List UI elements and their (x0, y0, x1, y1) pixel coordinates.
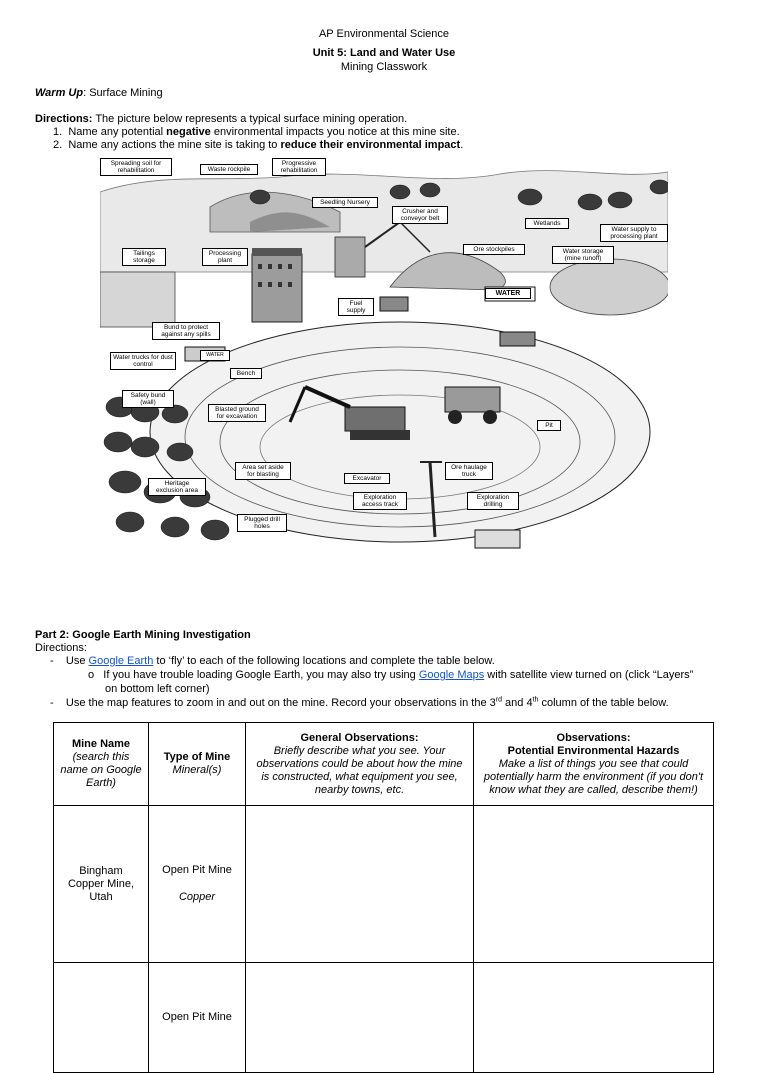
google-earth-link[interactable]: Google Earth (88, 655, 154, 667)
header-type-of-mine: Type of Mine Mineral(s) (149, 723, 246, 806)
label-spreading-soil: Spreading soil for rehabilitation (100, 158, 172, 176)
cell-mine-name: Bingham Copper Mine, Utah (54, 806, 149, 963)
warmup-line (35, 87, 163, 99)
label-heritage: Heritage exclusion area (148, 478, 206, 496)
label-waste-rockpile: Waste rockpile (200, 164, 258, 175)
course-title: AP Environmental Science (318, 28, 450, 40)
label-water-trucks: Water trucks for dust control (110, 352, 176, 370)
label-processing-plant: Processing plant (202, 248, 248, 266)
label-exploration-drilling: Exploration drilling (467, 492, 519, 510)
part2-subbullet-line2: on bottom left corner) (105, 683, 210, 695)
label-pit: Pit (537, 420, 561, 431)
label-progressive-rehab: Progressive rehabilitation (272, 158, 326, 176)
part2-bullet-2: - Use the map features to zoom in and out on the mine. Record your observations in the 3rd and 4th column of the table below. (50, 696, 669, 709)
header-environmental-hazards: Observations: Potential Environmental Hazards Make a list of things you see that could potentially harm the environment (if you don't know what they are called, describe them!) (474, 723, 714, 806)
label-blasted-ground: Blasted ground for excavation (208, 404, 266, 422)
unit-title: Unit 5: Land and Water Use (312, 47, 456, 59)
label-water-storage: Water storage (mine runoff) (552, 246, 614, 264)
label-crusher: Crusher and conveyor belt (392, 206, 448, 224)
label-water-tank: WATER (485, 288, 531, 299)
label-seedling-nursery: Seedling Nursery (312, 197, 378, 208)
label-ore-haulage-truck: Ore haulage truck (445, 462, 493, 480)
label-ore-stockpiles: Ore stockpiles (463, 244, 525, 255)
subtitle: Mining Classwork (340, 61, 428, 73)
cell-hazards[interactable] (474, 963, 714, 1073)
label-water-supply: Water supply to processing plant (600, 224, 668, 242)
header-mine-name: Mine Name (search this name on Google Earth) (54, 723, 149, 806)
part2-directions: Directions: (35, 642, 87, 654)
table-header-row (54, 723, 714, 806)
directions-label: Directions: (35, 113, 93, 125)
cell-general-observations[interactable] (246, 806, 474, 963)
directions-line (35, 113, 407, 125)
google-maps-link[interactable]: Google Maps (418, 669, 485, 681)
table-row (54, 806, 714, 963)
label-safety-bund: Safety bund (wall) (122, 390, 174, 408)
label-bench: Bench (230, 368, 262, 379)
cell-general-observations[interactable] (246, 963, 474, 1073)
part2-title: Part 2: Google Earth Mining Investigation (35, 629, 251, 641)
label-fuel-supply: Fuel supply (338, 298, 374, 316)
mine-diagram (100, 152, 668, 552)
cell-hazards[interactable] (474, 806, 714, 963)
label-bund: Bund to protect against any spills (152, 322, 220, 340)
cell-type: Open Pit Mine Copper (149, 806, 246, 963)
part2-bullet-1: - Use Google Earth to ‘fly’ to each of the following locations and complete the table below. (50, 655, 495, 667)
directions-item-1: 1. Name any potential negative environmental impacts you notice at this mine site. (53, 126, 460, 138)
header-general-observations: General Observations: Briefly describe what you see. Your observations could be about how the mine is constructed, what equipment you see, nearby towns, etc. (246, 723, 474, 806)
warmup-label: Warm Up (35, 87, 84, 99)
directions-item-2: 2. Name any actions the mine site is taking to reduce their environmental impact. (53, 139, 464, 151)
label-wetlands: Wetlands (525, 218, 569, 229)
label-area-set-aside: Area set aside for blasting (235, 462, 291, 480)
cell-mine-name (54, 963, 149, 1073)
part2-subbullet: o If you have trouble loading Google Earth, you may also try using Google Maps with satellite view turned on (click “Layers” (88, 669, 694, 681)
table-row (54, 963, 714, 1073)
directions-text: The picture below represents a typical surface mining operation. (92, 113, 408, 125)
cell-type: Open Pit Mine (149, 963, 246, 1073)
label-water-truck: WATER (200, 350, 230, 361)
label-tailings: Tailings storage (122, 248, 166, 266)
mine-investigation-table (53, 722, 714, 1073)
label-excavator: Excavator (344, 473, 390, 484)
label-exploration-track: Exploration access track (353, 492, 407, 510)
label-plugged-holes: Plugged drill holes (237, 514, 287, 532)
warmup-text: : Surface Mining (83, 87, 163, 99)
